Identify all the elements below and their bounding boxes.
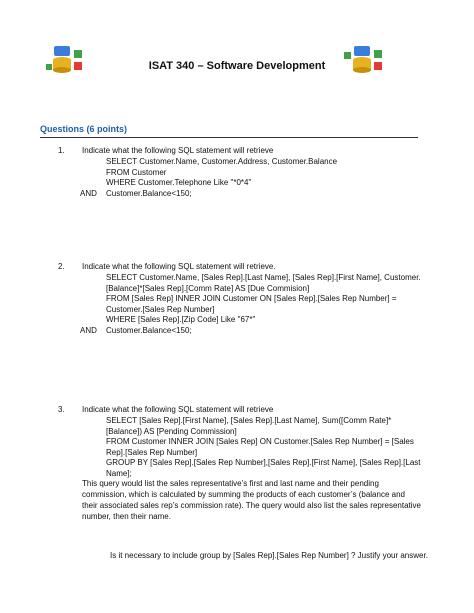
- sql-line: SELECT Customer.Name, Customer.Address, Customer.Balance: [106, 157, 338, 166]
- sql-block: [80, 273, 422, 336]
- sql-line: Customer.Balance<150;: [106, 325, 192, 335]
- page-title: ISAT 340 – Software Development: [148, 60, 326, 72]
- sql-block: [80, 157, 422, 199]
- sql-line: SELECT Customer.Name, [Sales Rep].[Last Name], [Sales Rep].[First Name], Customer.: [106, 273, 421, 282]
- question-3-explanation: This query would list the sales representative’s first and last name and their pending commission, which is calculated by summing the products of each customer’s (balance and their associated sales rep’s commission rate). The query would also list the sales representative number, then their name.: [82, 479, 421, 521]
- section-divider: [40, 137, 418, 138]
- section-heading: Questions (6 points): [40, 124, 128, 134]
- question-stem: Indicate what the following SQL statement will retrieve: [82, 405, 274, 414]
- question-number: 3.: [58, 405, 65, 414]
- question-stem: Indicate what the following SQL statement will retrieve: [82, 146, 274, 155]
- sql-and-line: [80, 189, 422, 200]
- sql-line: GROUP BY [Sales Rep].[Sales Rep Number],[Sales Rep].[First Name], [Sales Rep].[Last Name];: [106, 458, 421, 478]
- question-number: 2.: [58, 262, 65, 271]
- sql-and-line: [80, 326, 422, 337]
- sql-line: WHERE Customer.Telephone Like "*0*4": [106, 178, 252, 187]
- sql-line: FROM Customer: [106, 167, 167, 177]
- sql-and-keyword: AND: [80, 325, 97, 335]
- sql-line: [Balance]*[Sales Rep].[Comm Rate] AS [Due Commision]: [106, 283, 310, 293]
- sql-line: FROM [Sales Rep] INNER JOIN Customer ON [Sales Rep].[Sales Rep Number] = Customer.[Sales Rep Number]: [106, 294, 397, 314]
- sql-line: FROM Customer INNER JOIN [Sales Rep] ON Customer.[Sales Rep Number] = [Sales Rep].[Sales Rep Number]: [106, 437, 414, 457]
- sql-line: SELECT [Sales Rep].[First Name], [Sales Rep].[Last Name], Sum([Comm Rate]*[Balance]) AS [Pending Commission]: [106, 416, 392, 436]
- sql-and-keyword: AND: [80, 188, 97, 198]
- sql-line: Customer.Balance<150;: [106, 188, 192, 198]
- question-3-followup: Is it necessary to include group by [Sales Rep].[Sales Rep Number] ? Justify your answer.: [110, 551, 428, 560]
- question-stem: Indicate what the following SQL statement will retrieve.: [82, 262, 276, 271]
- question-number: 1.: [58, 146, 65, 155]
- sql-line: WHERE [Sales Rep].[Zip Code] Like "67*": [106, 315, 256, 324]
- sql-block: [106, 416, 422, 479]
